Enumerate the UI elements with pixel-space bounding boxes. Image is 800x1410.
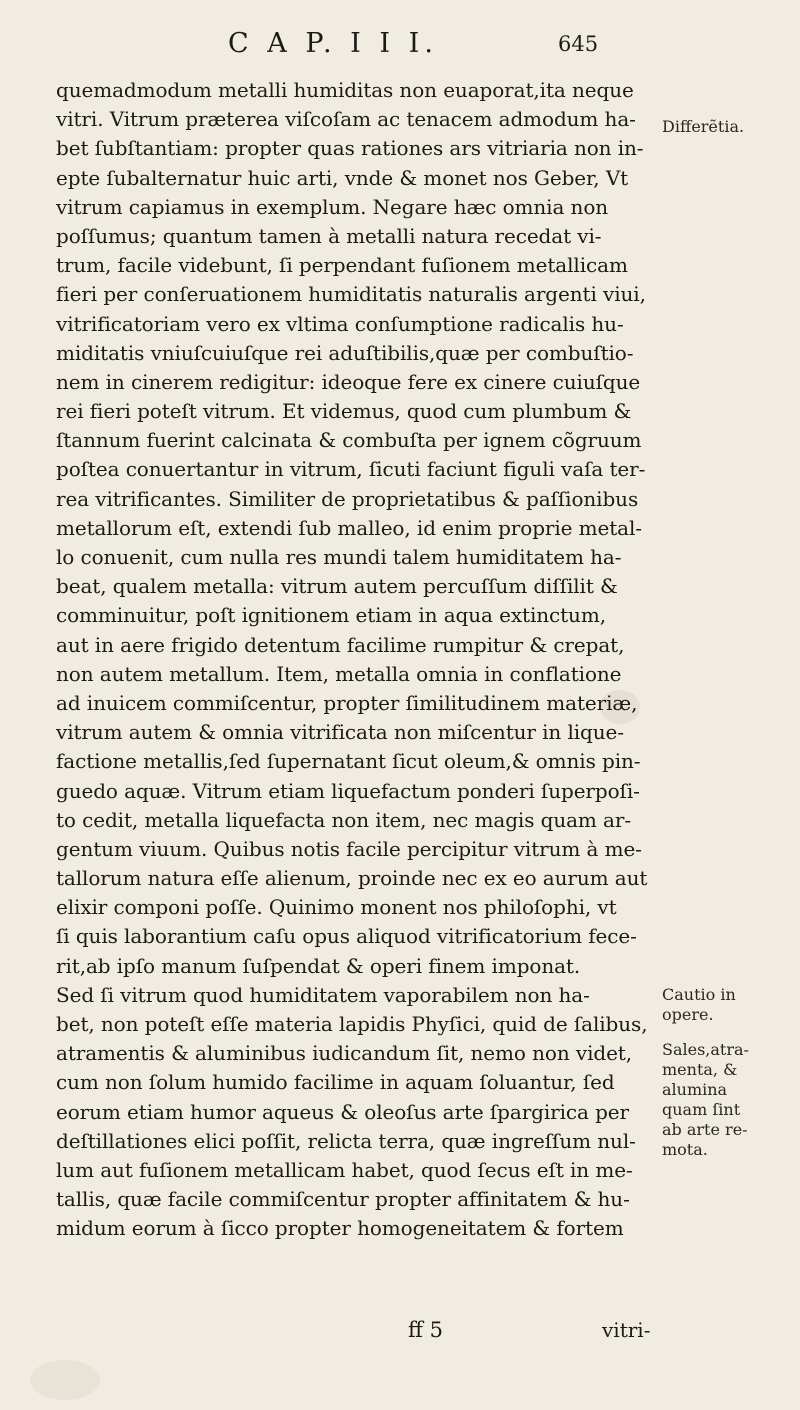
text-line: nem in cinerem redigitur: ideoque fere ex cinere cuiuſque (56, 369, 641, 394)
margin-note-cautio (662, 985, 792, 1025)
text-line: vitrificatoriam vero ex vltima conſumptione radicalis hu- (56, 311, 624, 336)
margin-note-line: ab arte re- (662, 1120, 748, 1139)
text-line: factione metallis,ſed ſupernatant ſicut oleum,& omnis pin- (56, 749, 641, 774)
text-line: lo conuenit, cum nulla res mundi talem humiditatem ha- (56, 545, 622, 569)
margin-note-line: opere. (662, 1005, 714, 1024)
text-line: Sed ſi vitrum quod humiditatem vaporabilem non ha- (56, 982, 590, 1007)
text-line: guedo aquæ. Vitrum etiam liquefactum ponderi ſuperpoſi- (56, 778, 640, 803)
margin-note-line: Cautio in (662, 985, 736, 1004)
signature-mark: ff 5 (408, 1318, 443, 1342)
text-line: bet, non poteſt eſſe materia lapidis Phyſici, quid de ſalibus, (56, 1012, 648, 1036)
text-line: aut in aere frigido detentum facilime rumpitur & crepat, (56, 632, 625, 657)
paper-stain (30, 1360, 100, 1400)
text-line: rea vitrificantes. Similiter de proprietatibus & paſſionibus (56, 486, 639, 511)
text-line: ſi quis laborantium caſu opus aliquod vitrificatorium fece- (56, 924, 637, 949)
text-line: cum non ſolum humido facilime in aquam ſoluantur, ſed (56, 1070, 615, 1095)
page-number: 645 (558, 32, 599, 56)
text-line: elixir componi poſſe. Quinimo monent nos philoſophi, vt (56, 895, 617, 920)
text-line: atramentis & aluminibus iudicandum ſit, nemo non videt, (56, 1041, 632, 1066)
margin-note-line: Sales,atra- (662, 1040, 749, 1059)
text-line: rit,ab ipſo manum ſuſpendat & operi finem imponat. (56, 953, 581, 978)
text-line: to cedit, metalla liquefacta non item, nec magis quam ar- (56, 807, 631, 832)
text-line: epte ſubalternatur huic arti, vnde & monet nos Geber, Vt (56, 165, 629, 190)
text-line: lum aut fuſionem metallicam habet, quod ſecus eſt in me- (56, 1157, 633, 1182)
body-text (56, 76, 656, 1244)
margin-note-line: menta, & (662, 1060, 738, 1079)
text-line: quemadmodum metalli humiditas non euaporat,ita neque (56, 78, 634, 102)
text-line: tallis, quæ facile commiſcentur propter affinitatem & hu- (56, 1187, 630, 1212)
text-line: ad inuicem commiſcentur, propter ſimilitudinem materiæ, (56, 690, 638, 715)
text-line: gentum viuum. Quibus notis facile percipitur vitrum à me- (56, 836, 642, 861)
margin-note-line: alumina (662, 1080, 728, 1099)
margin-note-line: quam ſint (662, 1100, 741, 1119)
text-line: poſſumus; quantum tamen à metalli natura recedat vi- (56, 223, 602, 248)
text-line: vitrum autem & omnia vitrificata non miſcentur in lique- (56, 720, 624, 745)
text-line: rei fieri poteſt vitrum. Et videmus, quod cum plumbum & (56, 399, 632, 424)
running-title: C A P. I I I. (228, 28, 438, 59)
text-line: poſtea conuertantur in vitrum, ſicuti faciunt figuli vaſa ter- (56, 457, 646, 482)
margin-note-line: Differẽtia. (662, 117, 745, 136)
text-line: eorum etiam humor aqueus & oleoſus arte ſpargirica per (56, 1099, 630, 1124)
margin-note-differentia (662, 117, 792, 137)
margin-note-line: mota. (662, 1140, 708, 1159)
text-line: midum eorum à ſicco propter homogeneitatem & fortem (56, 1216, 624, 1241)
text-line: beat, qualem metalla: vitrum autem percuſſum diſſilit & (56, 574, 618, 599)
text-line: deſtillationes elici poſſit, relicta terra, quæ ingreſſum nul- (56, 1128, 636, 1153)
page-footer (0, 1318, 800, 1358)
text-line: fieri per conſeruationem humiditatis naturalis argenti viui, (56, 282, 646, 307)
text-line: miditatis vniuſcuiuſque rei aduſtibilis,quæ per combuſtio- (56, 340, 634, 365)
text-line: comminuitur, poſt ignitionem etiam in aqua extinctum, (56, 603, 606, 628)
text-line: bet ſubſtantiam: propter quas rationes ars vitriaria non in- (56, 136, 644, 161)
catchword: vitri- (602, 1318, 651, 1342)
text-line: trum, facile videbunt, ſi perpendant fuſionem metallicam (56, 253, 628, 278)
page-header (0, 28, 800, 68)
text-line: tallorum natura eſſe alienum, proinde nec ex eo aurum aut (56, 866, 648, 891)
text-line: vitrum capiamus in exemplum. Negare hæc omnia non (56, 194, 609, 219)
text-line: vitri. Vitrum præterea viſcoſam ac tenacem admodum ha- (56, 107, 636, 132)
margin-note-sales (662, 1040, 792, 1160)
text-line: non autem metallum. Item, metalla omnia in conflatione (56, 661, 622, 686)
text-line: metallorum eſt, extendi ſub malleo, id enim proprie metal- (56, 515, 642, 540)
text-line: ſtannum fuerint calcinata & combuſta per ignem cõgruum (56, 428, 642, 453)
